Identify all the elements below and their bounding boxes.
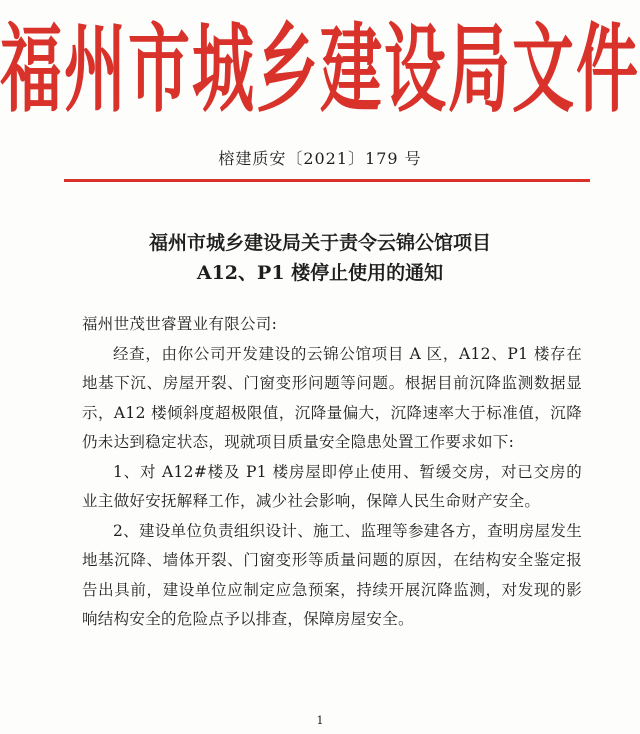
paragraph-item-2: 2、建设单位负责组织设计、施工、监理等参建各方，查明房屋发生地基沉降、墙体开裂、门窗变形等质量问题的原因，在结构安全鉴定报告出具前，建设单位应制定应急预案，持续开展沉降监测，对发现的影响结构安全的危险点予以排查，保障房屋安全。 [82,521,582,628]
notice-title [0,228,640,288]
document-number: 榕建质安〔2021〕179 号 [218,149,422,168]
paragraph-item-1: 1、对 A12#楼及 P1 楼房屋即停止使用、暂缓交房，对已交房的业主做好安抚解释工作，减少社会影响，保障人民生命财产安全。 [82,462,582,510]
paragraph-intro: 经查，由你公司开发建设的云锦公馆项目 A 区，A12、P1 楼存在地基下沉、房屋开裂、门窗变形问题等问题。根据目前沉降监测数据显示，A12 楼倾斜度超极限值，沉降量偏大，沉降速率大于标准值，沉降仍未达到稳定状态，现就项目质量安全隐患处置工作要求如下: [82,344,582,451]
addressee: 福州世茂世睿置业有限公司: [82,315,278,333]
document-body [82,310,582,635]
page-number: 1 [316,714,324,727]
notice-title-line-1: 福州市城乡建设局关于责令云锦公馆项目 [148,232,491,254]
notice-title-line-2: A12、P1 楼停止使用的通知 [196,262,444,284]
masthead-title: 福州市城乡建设局文件 [0,12,640,126]
red-divider-line [64,179,590,182]
